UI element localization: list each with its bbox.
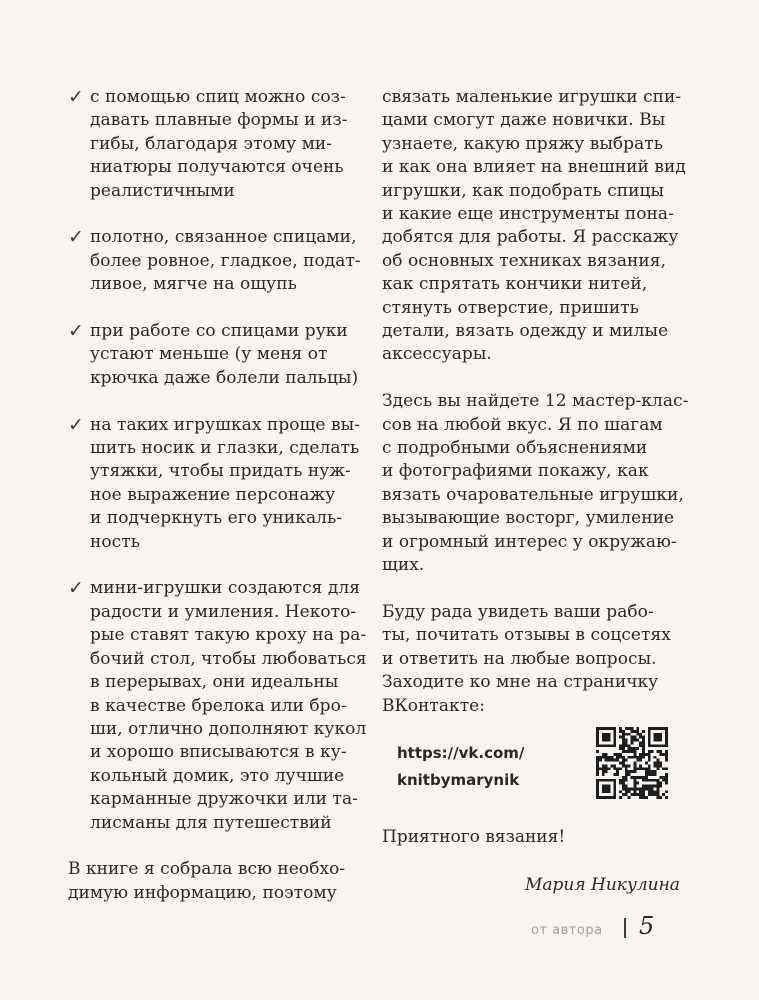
text-line: полотно, связанное спицами, <box>90 227 357 248</box>
text-line: бочий стол, чтобы любоваться <box>90 648 367 669</box>
footer-divider <box>624 918 626 938</box>
bullet-item <box>68 577 368 834</box>
text-line: карманные дружочки или та- <box>90 789 358 810</box>
text-line: кольный домик, это лучшие <box>90 765 345 786</box>
text-line: и фотографиями покажу, как <box>382 461 649 482</box>
text-line: Заходите ко мне на страничку <box>382 672 659 693</box>
qr-code-icon[interactable] <box>596 727 668 799</box>
text-line: ливое, мягче на ощупь <box>90 274 297 295</box>
greeting: Приятного вязания! <box>382 827 566 847</box>
text-line: об основных техниках вязания, <box>382 250 667 271</box>
text-line: устают меньше (у меня от <box>90 344 328 365</box>
text-line: цами смогут даже новички. Вы <box>382 110 666 131</box>
text-line: аксессуары. <box>382 344 492 365</box>
vk-link-line: knitbymarynik <box>397 771 520 789</box>
text-line: мини-игрушки создаются для <box>90 578 361 599</box>
checkmark-icon: ✓ <box>68 226 84 249</box>
text-line: ниатюры получаются очень <box>90 157 344 178</box>
vk-link[interactable] <box>397 740 524 794</box>
bullet-list <box>68 86 368 835</box>
text-line: Здесь вы найдете 12 мастер-клас- <box>382 391 689 412</box>
text-line: ши, отлично дополняют кукол <box>90 718 367 739</box>
text-line: вязать очаровательные игрушки, <box>382 484 684 505</box>
text-line: и какие еще инструменты пона- <box>382 204 674 225</box>
page-number: 5 <box>639 912 655 940</box>
section-label: от автора <box>531 923 603 938</box>
bullet-item <box>68 414 368 554</box>
author-signature: Мария Никулина <box>525 875 680 895</box>
text-line: как спрятать кончики нитей, <box>382 274 648 295</box>
closing-paragraph <box>68 858 368 905</box>
checkmark-icon: ✓ <box>68 320 84 343</box>
text-line: рые ставят такую кроху на ра- <box>90 625 367 646</box>
right-column <box>382 86 689 741</box>
text-line: стянуть отверстие, пришить <box>382 297 639 318</box>
text-line: димую информацию, поэтому <box>68 882 337 903</box>
text-line: узнаете, какую пряжу выбрать <box>382 133 664 154</box>
checkmark-icon: ✓ <box>68 413 84 436</box>
text-line: в перерывах, они идеальны <box>90 672 339 693</box>
text-line: и огромный интерес у окружаю- <box>382 531 677 552</box>
text-line: и хорошо вписываются в ку- <box>90 742 347 763</box>
paragraph <box>382 86 686 367</box>
text-line: ное выражение персонажу <box>90 484 336 505</box>
text-line: вызывающие восторг, умиление <box>382 508 675 529</box>
text-line: связать маленькие игрушки спи- <box>382 87 682 107</box>
paragraph <box>382 601 682 718</box>
left-column <box>68 86 368 905</box>
text-line: и подчеркнуть его уникаль- <box>90 508 343 529</box>
text-line: детали, вязать одежду и милые <box>382 321 669 342</box>
text-line: В книге я собрала всю необхо- <box>68 859 346 880</box>
text-line: при работе со спицами руки <box>90 321 348 342</box>
text-line: с помощью спиц можно соз- <box>90 87 346 107</box>
text-line: шить носик и глазки, сделать <box>90 438 360 459</box>
text-line: игрушки, как подобрать спицы <box>382 180 665 201</box>
text-line: реалистичными <box>90 180 235 201</box>
vk-link-line: https://vk.com/ <box>397 744 525 762</box>
text-line: крючка даже болели пальцы) <box>90 367 359 388</box>
text-line: с подробными объяснениями <box>382 438 648 459</box>
text-line: ты, почитать отзывы в соцсетях <box>382 625 671 646</box>
text-line: сов на любой вкус. Я по шагам <box>382 414 663 435</box>
text-line: лисманы для путешествий <box>90 812 332 833</box>
checkmark-icon: ✓ <box>68 86 84 108</box>
text-line: щих. <box>382 555 425 576</box>
text-line: гибы, благодаря этому ми- <box>90 133 333 154</box>
text-line: радости и умиления. Некото- <box>90 601 357 622</box>
text-line: и ответить на любые вопросы. <box>382 648 657 669</box>
text-line: более ровное, гладкое, подат- <box>90 250 361 271</box>
text-line: добятся для работы. Я расскажу <box>382 227 679 248</box>
text-line: ность <box>90 531 140 552</box>
text-line: Буду рада увидеть ваши рабо- <box>382 601 654 622</box>
checkmark-icon: ✓ <box>68 577 84 600</box>
bullet-item <box>68 320 368 390</box>
text-line: давать плавные формы и из- <box>90 110 348 131</box>
paragraph <box>382 390 689 577</box>
bullet-item <box>68 226 368 296</box>
text-line: ВКонтакте: <box>382 695 486 716</box>
text-line: утяжки, чтобы придать нуж- <box>90 461 351 482</box>
right-paragraphs <box>382 86 689 718</box>
text-line: в качестве брелока или бро- <box>90 695 347 716</box>
text-line: и как она влияет на внешний вид <box>382 157 686 178</box>
text-line: на таких игрушках проще вы- <box>90 414 360 435</box>
bullet-item <box>68 86 368 203</box>
